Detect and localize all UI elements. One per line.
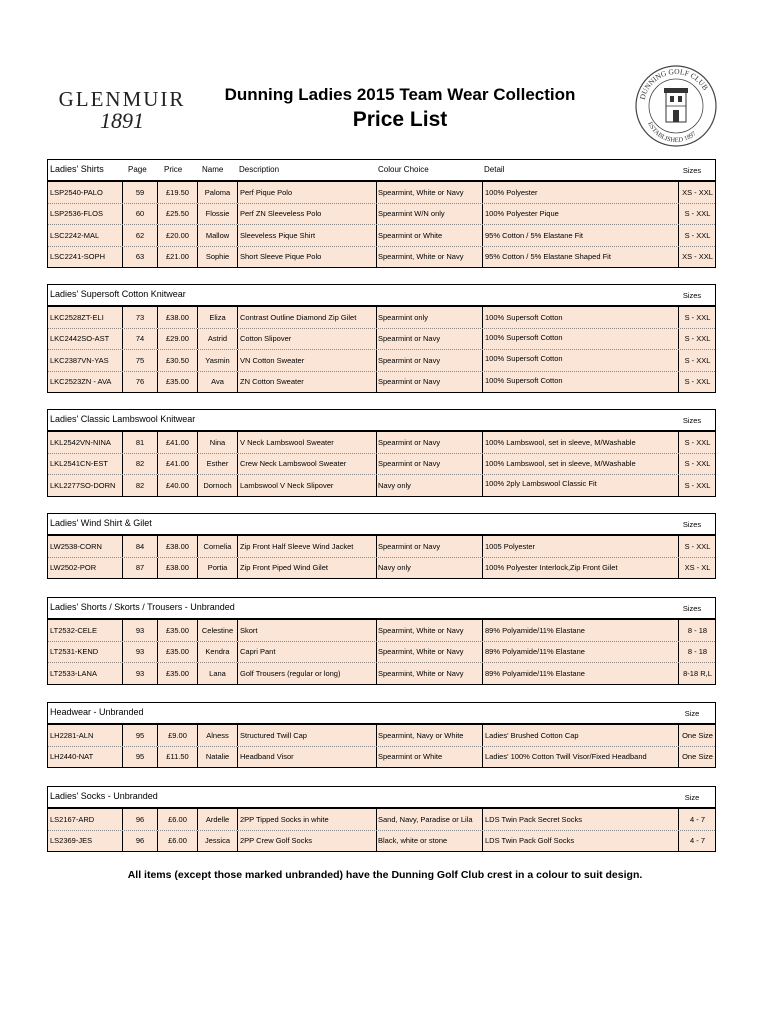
product-name: Ava <box>197 372 237 393</box>
section-title: Ladies' Socks - Unbranded <box>50 791 158 801</box>
page-number: 62 <box>122 225 157 246</box>
section-header <box>48 410 715 432</box>
page-number: 60 <box>122 204 157 225</box>
colour-choice: Spearmint, White or Navy <box>376 182 482 203</box>
page-number: 82 <box>122 475 157 496</box>
colour-choice: Sand, Navy, Paradise or Lila <box>376 809 482 830</box>
product-name: Ardelle <box>197 809 237 830</box>
sizes-header: Sizes <box>682 166 702 175</box>
page-number: 96 <box>122 831 157 852</box>
product-name: Flossie <box>197 204 237 225</box>
product-name: Sophie <box>197 247 237 268</box>
page-number: 74 <box>122 329 157 350</box>
colour-choice: Black, white or stone <box>376 831 482 852</box>
colour-choice: Spearmint, White or Navy <box>376 620 482 641</box>
page-number: 81 <box>122 432 157 453</box>
product-code: LKC2528ZT-ELI <box>50 312 104 322</box>
product-name: Nina <box>197 432 237 453</box>
description: Capri Pant <box>237 642 376 663</box>
section-table <box>47 284 716 393</box>
size-range: S - XXL <box>678 536 716 557</box>
size-range: XS - XXL <box>678 182 716 203</box>
description: Short Sleeve Pique Polo <box>237 247 376 268</box>
price: £29.00 <box>157 329 197 350</box>
document-title <box>200 84 600 134</box>
section-header <box>48 285 715 307</box>
table-row <box>48 663 715 684</box>
detail: 89% Polyamide/11% Elastane <box>482 663 678 684</box>
description: VN Cotton Sweater <box>237 350 376 371</box>
page-number: 73 <box>122 307 157 328</box>
product-name: Celestine <box>197 620 237 641</box>
table-row <box>48 225 715 247</box>
page-number: 87 <box>122 558 157 579</box>
detail: Ladies' Brushed Cotton Cap <box>482 725 678 746</box>
sizes-header: Size <box>684 793 700 802</box>
description: Headband Visor <box>237 747 376 768</box>
colour-choice: Spearmint, White or Navy <box>376 247 482 268</box>
table-row <box>48 558 715 579</box>
description: Sleeveless Pique Shirt <box>237 225 376 246</box>
product-code: LSP2540-PALO <box>50 187 103 197</box>
detail: 95% Cotton / 5% Elastane Shaped Fit <box>482 247 678 268</box>
detail: 100% Supersoft Cotton <box>482 329 678 350</box>
column-header-name: Name <box>202 165 224 174</box>
table-row <box>48 247 715 268</box>
golf-club-crest-icon <box>634 64 718 148</box>
size-range: S - XXL <box>678 225 716 246</box>
price: £35.00 <box>157 642 197 663</box>
description: ZN Cotton Sweater <box>237 372 376 393</box>
table-row <box>48 725 715 747</box>
price: £11.50 <box>157 747 197 768</box>
table-row <box>48 747 715 768</box>
page-number: 76 <box>122 372 157 393</box>
product-name: Yasmin <box>197 350 237 371</box>
product-name: Cornelia <box>197 536 237 557</box>
sizes-header: Size <box>684 709 700 718</box>
size-range: S - XXL <box>678 372 716 393</box>
price: £19.50 <box>157 182 197 203</box>
product-name: Dornoch <box>197 475 237 496</box>
product-name: Portia <box>197 558 237 579</box>
product-name: Jessica <box>197 831 237 852</box>
product-name: Alness <box>197 725 237 746</box>
table-row <box>48 642 715 664</box>
page-number: 95 <box>122 725 157 746</box>
price: £6.00 <box>157 831 197 852</box>
description: Perf Pique Polo <box>237 182 376 203</box>
product-code: LKC2387VN-YAS <box>50 355 109 365</box>
product-name: Lana <box>197 663 237 684</box>
detail: Ladies' 100% Cotton Twill Visor/Fixed Headband <box>482 747 678 768</box>
colour-choice: Navy only <box>376 475 482 496</box>
product-code: LH2440-NAT <box>50 752 94 762</box>
detail: 100% Supersoft Cotton <box>482 350 678 371</box>
detail: 100% Polyester Interlock,Zip Front Gilet <box>482 558 678 579</box>
size-range: S - XXL <box>678 350 716 371</box>
column-header-colour: Colour Choice <box>378 165 429 174</box>
column-header-price: Price <box>164 165 183 174</box>
table-row <box>48 329 715 351</box>
colour-choice: Spearmint or White <box>376 747 482 768</box>
section-title: Ladies' Shirts <box>50 164 104 174</box>
colour-choice: Spearmint or Navy <box>376 454 482 475</box>
section-header <box>48 160 715 182</box>
product-code: LSP2536-FLOS <box>50 209 103 219</box>
description: Zip Front Piped Wind Gilet <box>237 558 376 579</box>
colour-choice: Spearmint or Navy <box>376 432 482 453</box>
size-range: S - XXL <box>678 204 716 225</box>
product-code: LT2531-KEND <box>50 647 99 657</box>
colour-choice: Spearmint, White or Navy <box>376 642 482 663</box>
section-table <box>47 159 716 268</box>
table-row <box>48 831 715 852</box>
detail: 100% Supersoft Cotton <box>482 307 678 328</box>
column-header-page: Page <box>128 165 147 174</box>
detail: 100% Lambswool, set in sleeve, M/Washable <box>482 454 678 475</box>
title-line2: Price List <box>352 108 448 131</box>
price: £38.00 <box>157 536 197 557</box>
size-range: 8 - 18 <box>678 620 716 641</box>
product-name: Mallow <box>197 225 237 246</box>
description: Cotton Slipover <box>237 329 376 350</box>
price: £25.50 <box>157 204 197 225</box>
detail: 95% Cotton / 5% Elastane Fit <box>482 225 678 246</box>
product-code: LS2167-ARD <box>50 814 95 824</box>
detail: 100% 2ply Lambswool Classic Fit <box>482 475 678 496</box>
table-row <box>48 182 715 204</box>
detail: 89% Polyamide/11% Elastane <box>482 620 678 641</box>
price: £40.00 <box>157 475 197 496</box>
size-range: S - XXL <box>678 432 716 453</box>
footer-note: All items (except those marked unbranded) have the Dunning Golf Club crest in a colour to suit design. <box>127 869 643 881</box>
brand-name: GLENMUIR <box>58 87 186 111</box>
page-number: 84 <box>122 536 157 557</box>
price: £30.50 <box>157 350 197 371</box>
sizes-header: Sizes <box>682 291 702 300</box>
svg-text:ESTABLISHED 1897: ESTABLISHED 1897 <box>646 120 698 145</box>
product-code: LS2369-JES <box>50 836 93 846</box>
description: 2PP Crew Golf Socks <box>237 831 376 852</box>
colour-choice: Spearmint, Navy or White <box>376 725 482 746</box>
product-code: LW2538-CORN <box>50 541 102 551</box>
detail: 100% Polyester <box>482 182 678 203</box>
price: £38.00 <box>157 558 197 579</box>
page-number: 93 <box>122 620 157 641</box>
size-range: S - XXL <box>678 454 716 475</box>
section-table <box>47 702 716 768</box>
description: V Neck Lambswool Sweater <box>237 432 376 453</box>
price: £41.00 <box>157 454 197 475</box>
product-name: Paloma <box>197 182 237 203</box>
brand-year: 1891 <box>100 108 144 133</box>
price: £9.00 <box>157 725 197 746</box>
table-row <box>48 432 715 454</box>
table-row <box>48 350 715 372</box>
size-range: XS - XL <box>678 558 716 579</box>
colour-choice: Spearmint or Navy <box>376 536 482 557</box>
detail: 100% Supersoft Cotton <box>482 372 678 393</box>
table-row <box>48 372 715 393</box>
product-name: Esther <box>197 454 237 475</box>
table-row <box>48 620 715 642</box>
product-name: Astrid <box>197 329 237 350</box>
price: £6.00 <box>157 809 197 830</box>
price: £20.00 <box>157 225 197 246</box>
size-range: S - XXL <box>678 307 716 328</box>
description: 2PP Tipped Socks in white <box>237 809 376 830</box>
section-title: Ladies' Shorts / Skorts / Trousers - Unbranded <box>50 602 235 612</box>
product-name: Eliza <box>197 307 237 328</box>
product-name: Kendra <box>197 642 237 663</box>
size-range: 8-18 R,L <box>678 663 716 684</box>
detail: LDS Twin Pack Golf Socks <box>482 831 678 852</box>
price: £21.00 <box>157 247 197 268</box>
size-range: S - XXL <box>678 329 716 350</box>
price: £35.00 <box>157 620 197 641</box>
page-number: 96 <box>122 809 157 830</box>
glenmuir-logo <box>52 88 192 132</box>
section-table <box>47 786 716 852</box>
description: Skort <box>237 620 376 641</box>
table-row <box>48 307 715 329</box>
column-header-description: Description <box>239 165 280 174</box>
page-number: 63 <box>122 247 157 268</box>
page-number: 93 <box>122 642 157 663</box>
section-title: Headwear - Unbranded <box>50 707 144 717</box>
description: Lambswool V Neck Slipover <box>237 475 376 496</box>
section-title: Ladies' Wind Shirt & Gilet <box>50 518 152 528</box>
price: £38.00 <box>157 307 197 328</box>
page-number: 95 <box>122 747 157 768</box>
section-header <box>48 514 715 536</box>
table-row <box>48 536 715 558</box>
table-row <box>48 454 715 476</box>
description: Golf Trousers (regular or long) <box>237 663 376 684</box>
price: £35.00 <box>157 663 197 684</box>
size-range: 8 - 18 <box>678 642 716 663</box>
product-code: LKL2541CN-EST <box>50 459 108 469</box>
detail: 100% Lambswool, set in sleeve, M/Washable <box>482 432 678 453</box>
product-code: LT2532-CELE <box>50 625 97 635</box>
detail: LDS Twin Pack Secret Socks <box>482 809 678 830</box>
size-range: One Size <box>678 725 716 746</box>
table-row <box>48 204 715 226</box>
colour-choice: Spearmint W/N only <box>376 204 482 225</box>
colour-choice: Spearmint, White or Navy <box>376 663 482 684</box>
product-code: LKL2542VN-NINA <box>50 437 111 447</box>
table-row <box>48 809 715 831</box>
size-range: One Size <box>678 747 716 768</box>
colour-choice: Spearmint or Navy <box>376 329 482 350</box>
product-code: LKC2442SO-AST <box>50 334 110 344</box>
detail: 89% Polyamide/11% Elastane <box>482 642 678 663</box>
product-code: LKC2523ZN - AVA <box>50 377 112 387</box>
section-header <box>48 787 715 809</box>
product-code: LSC2242-MAL <box>50 230 100 240</box>
section-table <box>47 513 716 579</box>
section-title: Ladies' Classic Lambswool Knitwear <box>50 414 196 424</box>
size-range: 4 - 7 <box>678 809 716 830</box>
size-range: S - XXL <box>678 475 716 496</box>
page-number: 75 <box>122 350 157 371</box>
colour-choice: Spearmint or Navy <box>376 350 482 371</box>
detail: 1005 Polyester <box>482 536 678 557</box>
description: Zip Front Half Sleeve Wind Jacket <box>237 536 376 557</box>
svg-text:DUNNING GOLF CLUB: DUNNING GOLF CLUB <box>637 66 711 101</box>
sizes-header: Sizes <box>682 416 702 425</box>
product-code: LW2502-POR <box>50 563 97 573</box>
product-name: Natalie <box>197 747 237 768</box>
section-header <box>48 703 715 725</box>
sizes-header: Sizes <box>682 520 702 529</box>
product-code: LT2533-LANA <box>50 668 97 678</box>
colour-choice: Navy only <box>376 558 482 579</box>
product-code: LH2281-ALN <box>50 730 94 740</box>
description: Crew Neck Lambswool Sweater <box>237 454 376 475</box>
price: £35.00 <box>157 372 197 393</box>
column-header-detail: Detail <box>484 165 505 174</box>
colour-choice: Spearmint only <box>376 307 482 328</box>
table-row <box>48 475 715 496</box>
section-header <box>48 598 715 620</box>
description: Structured Twill Cap <box>237 725 376 746</box>
page-number: 93 <box>122 663 157 684</box>
colour-choice: Spearmint or White <box>376 225 482 246</box>
sizes-header: Sizes <box>682 604 702 613</box>
description: Perf ZN Sleeveless Polo <box>237 204 376 225</box>
product-code: LKL2277SO-DORN <box>50 480 116 490</box>
size-range: XS - XXL <box>678 247 716 268</box>
product-code: LSC2241-SOPH <box>50 252 106 262</box>
section-table <box>47 597 716 685</box>
section-title: Ladies' Supersoft Cotton Knitwear <box>50 289 186 299</box>
title-line1: Dunning Ladies 2015 Team Wear Collection <box>224 85 576 104</box>
page-number: 59 <box>122 182 157 203</box>
description: Contrast Outline Diamond Zip Gilet <box>237 307 376 328</box>
size-range: 4 - 7 <box>678 831 716 852</box>
price: £41.00 <box>157 432 197 453</box>
detail: 100% Polyester Pique <box>482 204 678 225</box>
section-table <box>47 409 716 497</box>
page-number: 82 <box>122 454 157 475</box>
colour-choice: Spearmint or Navy <box>376 372 482 393</box>
